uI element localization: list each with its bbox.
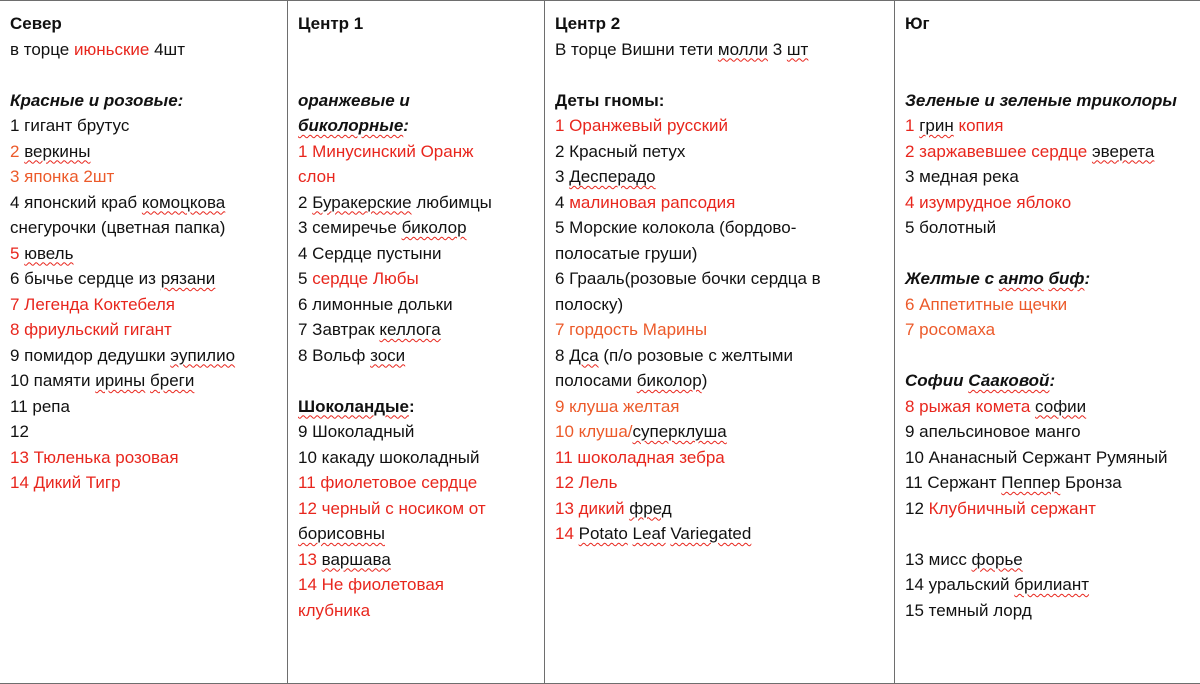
list-item (905, 547, 1200, 573)
text-run: 7 гордость Марины (555, 320, 708, 339)
text-run: снегурочки (цветная папка) (10, 218, 226, 237)
blank-line (298, 62, 544, 88)
list-item (555, 215, 894, 241)
column-body (555, 37, 894, 547)
text-run: копия (953, 116, 1004, 135)
text-run: 2 (298, 192, 313, 212)
list-item (10, 266, 287, 292)
text-run: 4шт (149, 39, 185, 59)
list-item (905, 215, 1200, 241)
list-item (905, 113, 1200, 139)
list-item (555, 164, 894, 190)
list-item (298, 190, 544, 216)
text-run: 6 бычье сердце из (10, 269, 161, 288)
misspelled-word: Дса (569, 345, 599, 365)
text-run: : (403, 116, 409, 135)
text-run: 5 (298, 269, 313, 288)
misspelled-word: Leaf (632, 524, 666, 543)
text-run: : (1049, 371, 1056, 390)
list-item (555, 445, 894, 471)
text-run: июньские (73, 39, 150, 59)
blank-line (905, 521, 1200, 547)
list-item (298, 547, 544, 573)
text-run: 6 лимонные дольки (298, 294, 453, 314)
list-item (10, 292, 287, 318)
list-item (10, 113, 287, 139)
list-item (298, 164, 544, 190)
list-item (10, 317, 287, 343)
section-heading (298, 394, 544, 420)
list-item (10, 215, 287, 241)
misspelled-word: комоцкова (141, 192, 226, 212)
text-run: полосами (555, 371, 637, 390)
list-item (10, 419, 287, 445)
text-run: 13 Тюленька розовая (10, 447, 179, 467)
list-item (298, 292, 544, 318)
list-item (298, 572, 544, 598)
list-item (10, 445, 287, 471)
misspelled-word: варшава (321, 549, 391, 569)
blank-line (905, 37, 1200, 63)
text-run: 12 Лель (555, 473, 618, 492)
list-item (905, 496, 1200, 522)
text-run: 7 Завтрак (298, 320, 380, 339)
text-run: 3 японка 2шт (10, 167, 115, 186)
text-run: 4 изумрудное яблоко (905, 192, 1072, 212)
list-item (905, 470, 1200, 496)
text-run: 4 японский краб (10, 192, 142, 212)
misspelled-word: зоси (370, 345, 406, 365)
misspelled-word: биколор (401, 218, 467, 237)
blank-line (298, 368, 544, 394)
list-item (298, 598, 544, 624)
misspelled-word: анто (998, 269, 1044, 288)
text-run: ) (701, 371, 708, 390)
misspelled-word: софии (1035, 396, 1087, 416)
misspelled-word: суперклуша (632, 422, 727, 441)
list-item (555, 292, 894, 318)
text-run: 12 (10, 422, 29, 441)
list-item (10, 139, 287, 165)
list-item (555, 470, 894, 496)
list-item (905, 598, 1200, 624)
misspelled-word: Сааковой (968, 371, 1050, 390)
list-item (298, 215, 544, 241)
text-run: 9 клуша желтая (555, 396, 680, 416)
list-item (298, 470, 544, 496)
list-item (298, 496, 544, 522)
misspelled-word: биф (1048, 269, 1085, 288)
misspelled-word: фред (629, 498, 672, 518)
column-centr-2 (544, 1, 894, 683)
text-run: 1 (905, 116, 920, 135)
text-run: 3 медная река (905, 167, 1019, 186)
text-run: Желтые с (905, 269, 999, 288)
list-item (555, 496, 894, 522)
text-run: 14 уральский (905, 575, 1015, 594)
text-run: 11 репа (10, 396, 70, 416)
list-item (905, 445, 1200, 471)
blank-line (555, 62, 894, 88)
text-run: слон (298, 167, 336, 186)
text-run: любимцы (411, 192, 492, 212)
misspelled-word: Десперадо (569, 167, 656, 186)
text-run: 13 (298, 549, 322, 569)
misspelled-word: грин (919, 116, 954, 135)
text-run: 10 Ананасный Сержант Румяный (905, 447, 1168, 467)
text-run: 2 Красный петух (555, 141, 686, 161)
text-run: В торце Вишни тети (555, 39, 718, 59)
misspelled-word: шт (786, 39, 809, 59)
column-yug (894, 1, 1200, 683)
text-run: Софии (905, 371, 969, 390)
text-run: оранжевые и (298, 90, 410, 110)
list-item (10, 164, 287, 190)
list-item (298, 343, 544, 369)
column-centr-1 (287, 1, 544, 683)
column-body (905, 37, 1200, 624)
list-item (10, 368, 287, 394)
column-body (298, 37, 544, 624)
text-run: Красные и розовые: (10, 90, 184, 110)
section-heading (555, 88, 894, 114)
text-run: Деты гномы: (555, 90, 665, 110)
list-item (555, 521, 894, 547)
section-heading (905, 88, 1200, 114)
misspelled-word: биколор (636, 371, 702, 390)
column-body (10, 37, 287, 496)
text-run: Бронза (1060, 473, 1122, 492)
text-run: 1 гигант брутус (10, 116, 130, 135)
text-run: 14 Не фиолетовая (298, 575, 445, 594)
list-item (905, 292, 1200, 318)
list-item (298, 139, 544, 165)
list-item (10, 470, 287, 496)
text-run: 5 болотный (905, 218, 997, 237)
list-item (905, 190, 1200, 216)
misspelled-word: Пеппер (1001, 473, 1061, 492)
blank-line (10, 62, 287, 88)
text-run: 3 (767, 39, 787, 59)
text-run: 5 (10, 243, 25, 263)
list-item (555, 394, 894, 420)
misspelled-word: борисовны (298, 524, 385, 543)
list-item (555, 190, 894, 216)
text-run: 8 Вольф (298, 345, 371, 365)
text-run: 10 памяти (10, 371, 96, 390)
misspelled-word: Variegated (670, 524, 752, 543)
list-item (10, 37, 287, 63)
column-header: Центр 1 (298, 14, 364, 33)
text-run: Клубничный сержант (928, 498, 1096, 518)
text-run: 15 темный лорд (905, 600, 1032, 620)
text-run: 14 Дикий Тигр (10, 473, 121, 492)
list-item (555, 368, 894, 394)
misspelled-word: молли (717, 39, 768, 59)
list-item (905, 317, 1200, 343)
text-run: 4 (555, 192, 570, 212)
text-run: 2 заржавевшее сердце (905, 141, 1092, 161)
list-item (10, 394, 287, 420)
text-run: малиновая рапсодия (569, 192, 736, 212)
text-run: 1 Оранжевый русский (555, 116, 728, 135)
text-run: 8 (555, 345, 570, 365)
column-header: Север (10, 14, 62, 33)
column-sever (0, 1, 287, 683)
text-run: : (409, 396, 415, 416)
text-run: 13 дикий (555, 498, 630, 518)
text-run: полоску) (555, 294, 624, 314)
text-run: клубника (298, 600, 371, 620)
text-run: 9 помидор дедушки (10, 345, 171, 365)
text-run: 8 рыжая комета (905, 396, 1036, 416)
list-item (905, 394, 1200, 420)
text-run: : (1084, 269, 1091, 288)
list-item (10, 343, 287, 369)
text-run: 6 Грааль(розовые бочки сердца в (555, 269, 821, 288)
list-item (555, 113, 894, 139)
misspelled-word: Шоколандые (298, 396, 409, 416)
misspelled-word: бреги (150, 371, 195, 390)
list-item (298, 317, 544, 343)
text-run: 4 Сердце пустыни (298, 243, 442, 263)
list-item (555, 317, 894, 343)
text-run: Зеленые и зеленые триколоры (905, 90, 1177, 110)
blank-line (905, 343, 1200, 369)
list-item (555, 419, 894, 445)
misspelled-word: форье (971, 549, 1023, 569)
text-run: 11 шоколадная зебра (555, 447, 725, 467)
misspelled-word: Буракерские (312, 192, 412, 212)
misspelled-word: ирины (95, 371, 146, 390)
text-run: 13 мисс (905, 549, 972, 569)
misspelled-word: эупилио (170, 345, 236, 365)
list-item (555, 266, 894, 292)
blank-line (905, 62, 1200, 88)
list-item (905, 419, 1200, 445)
misspelled-word: Potato (578, 524, 628, 543)
misspelled-word: эверета (1091, 141, 1155, 161)
misspelled-word: брилиант (1014, 575, 1090, 594)
section-heading (298, 113, 544, 139)
section-heading (298, 88, 544, 114)
text-run: сердце Любы (312, 269, 419, 288)
text-run: 5 Морские колокола (бордово- (555, 218, 797, 237)
blank-line (905, 241, 1200, 267)
text-run: 3 семиречье (298, 218, 402, 237)
text-run: 10 клуша/ (555, 422, 633, 441)
text-run: 11 фиолетовое сердце (298, 473, 478, 492)
column-header: Центр 2 (555, 14, 621, 33)
text-run: 7 росомаха (905, 320, 996, 339)
text-run: полосатые груши) (555, 243, 698, 263)
misspelled-word: рязани (160, 269, 216, 288)
text-run: 7 Легенда Коктебеля (10, 294, 175, 314)
list-item (555, 139, 894, 165)
list-item (905, 139, 1200, 165)
text-run: 14 (555, 524, 579, 543)
list-item (905, 572, 1200, 598)
text-run: 9 Шоколадный (298, 422, 415, 441)
list-item (555, 37, 894, 63)
text-run: (п/о розовые с желтыми (598, 345, 793, 365)
text-run: 3 (555, 167, 570, 186)
section-heading (905, 266, 1200, 292)
list-item (10, 190, 287, 216)
text-run: 1 Минусинский Оранж (298, 141, 474, 161)
misspelled-word: ювель (24, 243, 74, 263)
text-run: 12 черный с носиком от (298, 498, 486, 518)
section-heading (905, 368, 1200, 394)
section-heading (10, 88, 287, 114)
list-item (555, 343, 894, 369)
misspelled-word: келлога (379, 320, 441, 339)
list-item (298, 419, 544, 445)
list-item (298, 241, 544, 267)
list-item (298, 521, 544, 547)
list-item (10, 241, 287, 267)
blank-line (298, 37, 544, 63)
text-run: 8 фриульский гигант (10, 320, 172, 339)
list-item (298, 445, 544, 471)
text-run: 9 апельсиновое манго (905, 422, 1081, 441)
list-item (905, 164, 1200, 190)
text-run: 10 какаду шоколадный (298, 447, 480, 467)
text-run: 6 Аппетитные щечки (905, 294, 1068, 314)
text-run: 2 (10, 141, 25, 161)
column-header: Юг (905, 14, 930, 33)
text-run: в торце (10, 39, 74, 59)
text-run: 12 (905, 498, 929, 518)
misspelled-word: веркины (24, 141, 91, 161)
misspelled-word: биколорные (298, 116, 404, 135)
text-run: 11 Сержант (905, 473, 1002, 492)
list-item (555, 241, 894, 267)
list-item (298, 266, 544, 292)
